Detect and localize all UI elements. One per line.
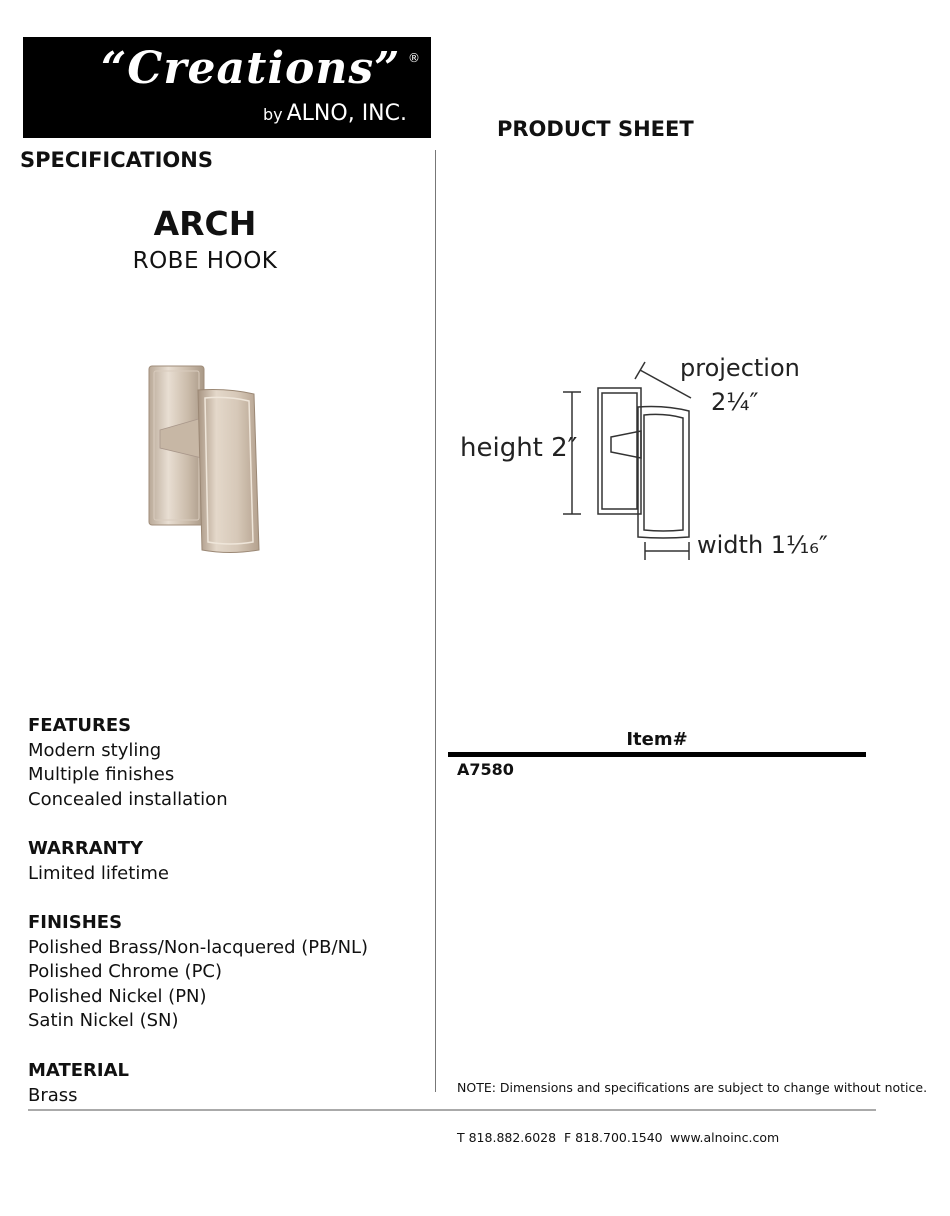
brand-logo [23, 37, 431, 138]
logo-registered-mark: ® [408, 51, 420, 65]
warranty-item: Limited lifetime [28, 862, 169, 884]
specifications-title: SPECIFICATIONS [20, 148, 213, 172]
item-number-heading: Item# [626, 729, 688, 750]
item-number: A7580 [457, 760, 514, 779]
disclaimer-note: NOTE: Dimensions and specifications are subject to change without notice. [457, 1080, 928, 1095]
height-label: height 2″ [460, 433, 578, 463]
logo-by: by [263, 105, 283, 124]
finish-item: Polished Nickel (PN) [28, 985, 207, 1007]
item-heading-rule [448, 752, 866, 757]
product-name: ARCH [153, 204, 257, 243]
warranty-heading: WARRANTY [28, 838, 144, 859]
product-photo [140, 360, 270, 560]
material-item: Brass [28, 1084, 78, 1106]
finishes-heading: FINISHES [28, 912, 123, 933]
features-section [28, 714, 228, 812]
feature-item: Modern styling [28, 739, 162, 761]
material-heading: MATERIAL [28, 1060, 129, 1081]
logo-company-name: ALNO, INC. [286, 101, 407, 126]
contact-fax: F 818.700.1540 [564, 1130, 663, 1145]
features-heading: FEATURES [28, 715, 132, 736]
width-label: width 1⅟₁₆″ [697, 531, 828, 559]
footer-rule [28, 1109, 876, 1111]
warranty-section [28, 837, 169, 886]
logo-brand-text: “Creations” [101, 43, 401, 94]
feature-item: Concealed installation [28, 788, 228, 810]
feature-item: Multiple finishes [28, 764, 175, 786]
logo-company [263, 101, 407, 126]
product-sheet-title: PRODUCT SHEET [497, 117, 694, 141]
material-section [28, 1059, 129, 1108]
finishes-section [28, 911, 368, 1034]
contact-website: www.alnoinc.com [670, 1130, 780, 1145]
projection-value: 2¼″ [711, 388, 759, 416]
product-type: ROBE HOOK [132, 248, 278, 274]
finish-item: Satin Nickel (SN) [28, 1010, 179, 1032]
finish-item: Polished Chrome (PC) [28, 961, 223, 983]
projection-label: projection [680, 354, 800, 382]
contact-phone: T 818.882.6028 [457, 1130, 557, 1145]
vertical-divider [435, 150, 436, 1092]
dimension-diagram [455, 355, 835, 585]
finish-item: Polished Brass/Non-lacquered (PB/NL) [28, 936, 369, 958]
